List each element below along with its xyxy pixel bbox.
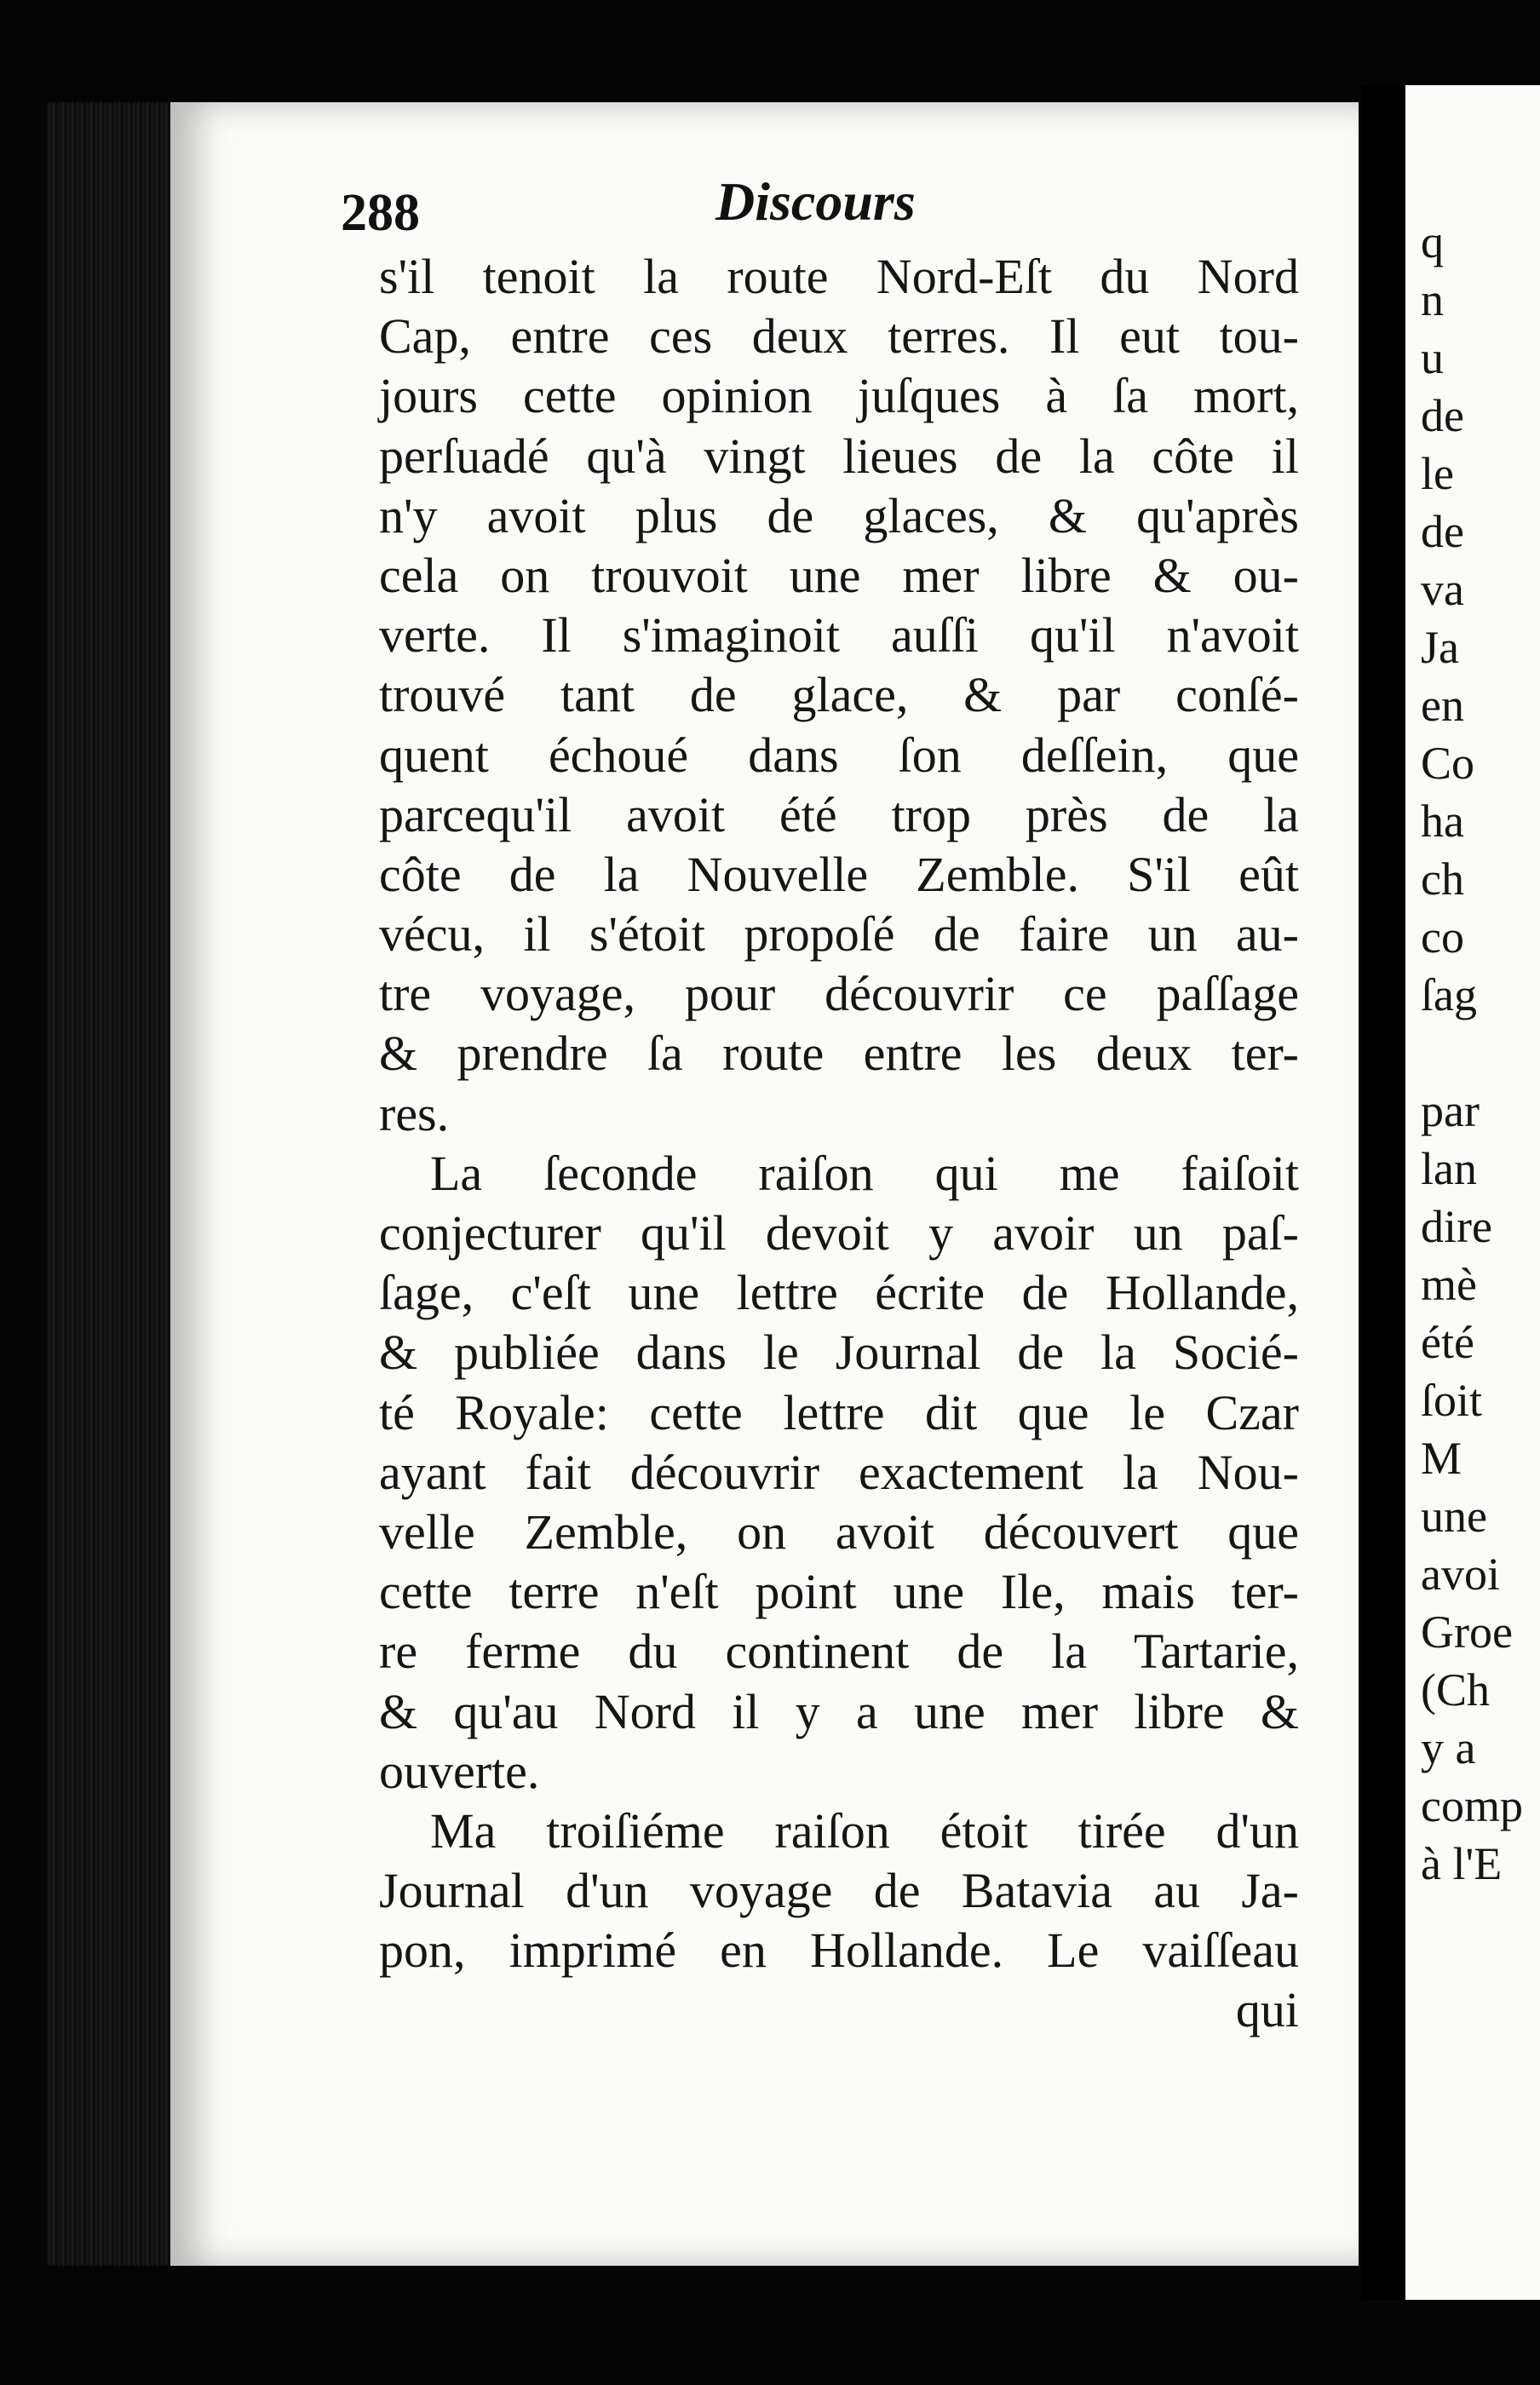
- right-page-fragment: Co: [1421, 738, 1475, 789]
- right-page-fragment: Groe: [1421, 1606, 1513, 1658]
- text-line: cette terre n'eſt point une Ile, mais ter-: [379, 1564, 1299, 1620]
- right-page-fragment: de: [1421, 506, 1464, 557]
- right-page-fragment: avoi: [1421, 1549, 1500, 1600]
- right-page-fragment: comp: [1421, 1780, 1523, 1831]
- text-line: trouvé tant de glace, & par conſé-: [379, 667, 1299, 723]
- running-head: Discours: [715, 171, 916, 232]
- text-line: cela on trouvoit une mer libre & ou-: [379, 547, 1299, 603]
- text-line: tre voyage, pour découvrir ce paſſage: [379, 966, 1299, 1022]
- right-page-fragment: mè: [1421, 1259, 1477, 1310]
- text-line: & prendre ſa route entre les deux ter-: [379, 1026, 1299, 1082]
- right-page-fragment: Ja: [1421, 622, 1459, 673]
- text-line: quent échoué dans ſon deſſein, que: [379, 727, 1299, 783]
- text-line: velle Zemble, on avoit découvert que: [379, 1503, 1299, 1560]
- text-line: côte de la Nouvelle Zemble. S'il eût: [379, 846, 1299, 902]
- right-page-fragment: va: [1421, 564, 1464, 615]
- text-line: vécu, il s'étoit propoſé de faire un au-: [379, 906, 1299, 963]
- right-page-fragment: co: [1421, 911, 1464, 963]
- text-line: La ſeconde raiſon qui me faiſoit: [430, 1145, 1299, 1201]
- right-page-fragment: ch: [1421, 853, 1464, 905]
- right-page-fragment: ſag: [1421, 969, 1477, 1020]
- text-line: té Royale: cette lettre dit que le Czar: [379, 1384, 1299, 1440]
- right-page-fragment: M: [1421, 1433, 1462, 1484]
- text-line: verte. Il s'imaginoit auſſi qu'il n'avoit: [379, 607, 1299, 664]
- text-line: ayant fait découvrir exactement la Nou-: [379, 1444, 1299, 1500]
- right-page-fragment: y a: [1421, 1722, 1476, 1773]
- text-line: Ma troiſiéme raiſon étoit tirée d'un: [430, 1802, 1299, 1859]
- text-line: Journal d'un voyage de Batavia au Ja-: [379, 1863, 1299, 1919]
- text-line: conjecturer qu'il devoit y avoir un paſ-: [379, 1205, 1299, 1261]
- right-page-fragment: ha: [1421, 796, 1464, 847]
- text-line: res.: [379, 1085, 450, 1141]
- right-page-fragment: une: [1421, 1491, 1487, 1542]
- right-page-fragment: [1421, 1024, 1540, 1082]
- text-line: ouverte.: [379, 1743, 540, 1799]
- right-page-fragment: par: [1421, 1085, 1480, 1136]
- text-line: s'il tenoit la route Nord-Eſt du Nord: [379, 249, 1299, 304]
- right-page-text: [1421, 213, 1540, 1893]
- text-line: perſuadé qu'à vingt lieues de la côte il: [379, 428, 1299, 484]
- text-line: parcequ'il avoit été trop près de la: [379, 786, 1299, 842]
- right-page-fragment: le: [1421, 448, 1454, 499]
- text-line: & qu'au Nord il y a une mer libre &: [379, 1683, 1299, 1739]
- right-page-fragment: dire: [1421, 1201, 1492, 1252]
- right-page-fragment: u: [1421, 332, 1444, 383]
- catchword: qui: [1235, 1982, 1299, 2038]
- right-page-fragment: ſoit: [1421, 1375, 1483, 1426]
- right-page-fragment: lan: [1421, 1143, 1477, 1194]
- text-line: ſage, c'eſt une lettre écrite de Hollande,: [379, 1265, 1299, 1321]
- text-line: jours cette opinion juſques à ſa mort,: [379, 368, 1299, 424]
- right-page-fragment: à l'E: [1421, 1838, 1503, 1889]
- text-body: [379, 247, 1299, 2041]
- text-line: & publiée dans le Journal de la Socié-: [379, 1325, 1299, 1381]
- right-page-fragment: q: [1421, 216, 1444, 267]
- right-page-fragment: été: [1421, 1317, 1474, 1368]
- text-line: Cap, entre ces deux terres. Il eut tou-: [379, 308, 1299, 365]
- right-page-fragment: n: [1421, 274, 1444, 325]
- right-page-fragment: (Ch: [1421, 1664, 1490, 1715]
- book-gutter: [1361, 85, 1404, 2300]
- right-page-fragment: en: [1421, 680, 1464, 731]
- right-page-fragment: de: [1421, 390, 1464, 441]
- page-number: 288: [341, 184, 420, 242]
- page-edges-stack: [47, 102, 183, 2266]
- text-line: n'y avoit plus de glaces, & qu'après: [379, 487, 1299, 543]
- text-line: pon, imprimé en Hollande. Le vaiſſeau: [379, 1922, 1299, 1979]
- text-line: re ferme du continent de la Tartarie,: [379, 1624, 1299, 1680]
